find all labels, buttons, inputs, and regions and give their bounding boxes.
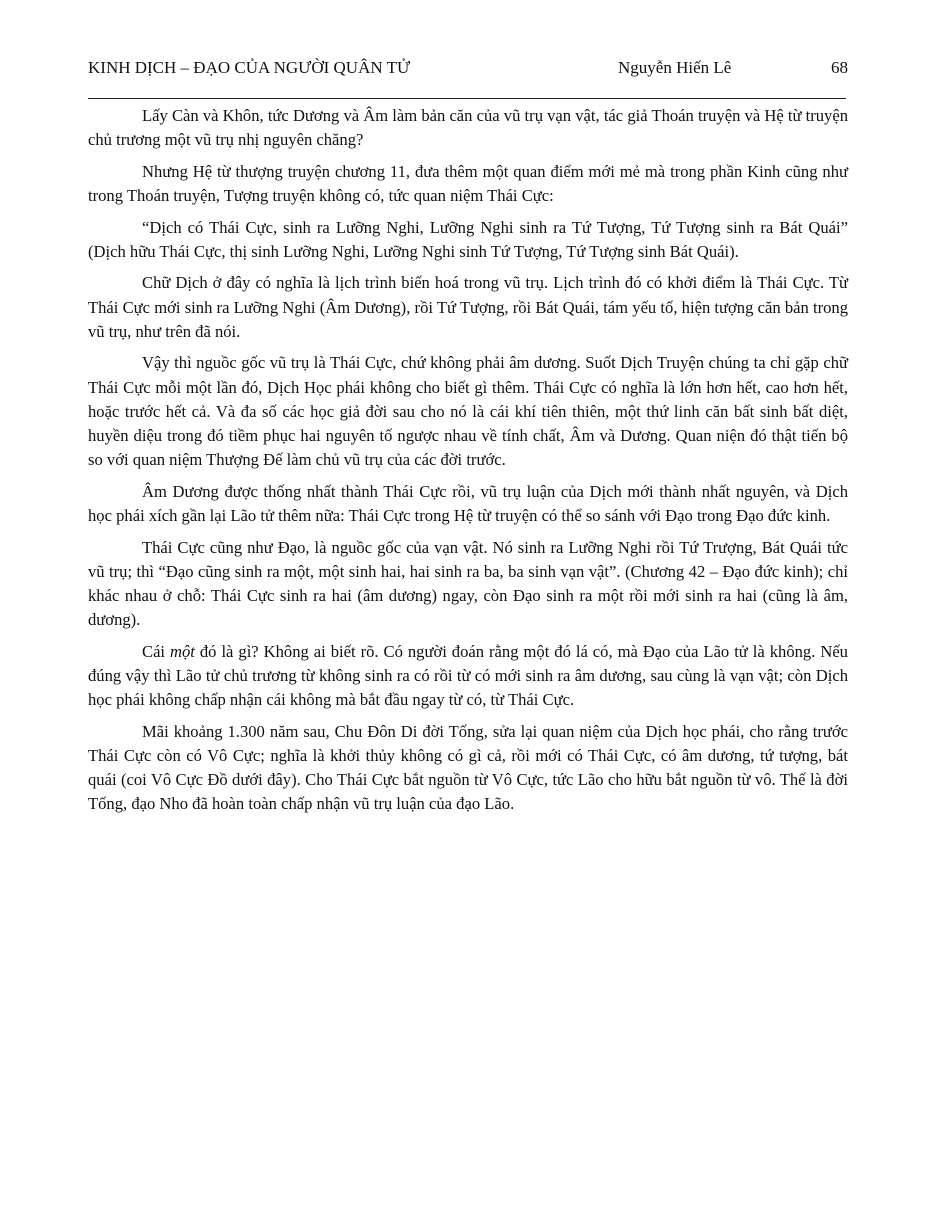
author-name: Nguyễn Hiến Lê xyxy=(618,58,732,77)
italic-word: một xyxy=(170,641,195,661)
page-number: 68 xyxy=(831,58,848,77)
paragraph-rest: đó là gì? Không ai biết rõ. Có người đoán rằng một đó lá có, mà Đạo của Lão tử là không. Nếu đúng vậy thì Lão tử chủ trương từ không sinh ra có rồi từ có mới sinh ra âm dương, sau cùng là vạn vật; còn Dịch học phái không chấp nhận cái không mà bắt đầu ngay từ có, từ Thái Cực. xyxy=(88,641,848,710)
paragraph: Mãi khoảng 1.300 năm sau, Chu Đôn Di đời Tống, sửa lại quan niệm của Dịch học phái, cho rằng trước Thái Cực còn có Vô Cực; nghĩa là khởi thủy không có gì cả, rồi mới có Thái Cực, có âm dương, tứ tượng, bát quái (coi Vô Cực Đồ dưới đây). Cho Thái Cực bắt nguồn từ Vô Cực, tức Lão cho hữu bắt nguồn từ vô. Thế là đời Tống, đạo Nho đã hoàn toàn chấp nhận vũ trụ luận của đạo Lão. xyxy=(88,721,848,814)
paragraph-lead: Cái xyxy=(142,641,171,661)
paragraph: Lấy Càn và Khôn, tức Dương và Âm làm bản căn của vũ trụ vạn vật, tác giả Thoán truyện và Hệ từ truyện chủ trương một vũ trụ nhị nguyên chăng? xyxy=(88,106,848,150)
paragraph xyxy=(88,640,848,713)
body-text xyxy=(88,104,848,824)
page-header xyxy=(88,57,848,81)
paragraph: Nhưng Hệ từ thượng truyện chương 11, đưa thêm một quan điểm mới mẻ mà trong phần Kinh cũng như trong Thoán truyện, Tượng truyện không có, tức quan niệm Thái Cực: xyxy=(88,161,848,205)
paragraph: Thái Cực cũng như Đạo, là nguồc gốc của vạn vật. Nó sinh ra Lưỡng Nghi rồi Tứ Trượng, Bát Quái tức vũ trụ; thì “Đạo cũng sinh ra một, một sinh hai, hai sinh ra ba, ba sinh vạn vật”. (Chương 42 – Đạo đức kinh); chỉ khác nhau ở chỗ: Thái Cực sinh ra hai (âm dương) ngay, còn Đạo sinh ra một rồi mới sinh ra hai (cũng là âm, dương). xyxy=(88,537,848,630)
paragraph: Âm Dương được thống nhất thành Thái Cực rồi, vũ trụ luận của Dịch mới thành nhất nguyên, và Dịch học phái xích gần lại Lão tử thêm nữa: Thái Cực trong Hệ từ truyện có thể so sánh với Đạo trong Đạo đức kinh. xyxy=(88,481,848,525)
paragraph: Vậy thì nguồc gốc vũ trụ là Thái Cực, chứ không phải âm dương. Suốt Dịch Truyện chúng ta chỉ gặp chữ Thái Cực mỗi một lần đó, Dịch Học phái không cho biết gì thêm. Thái Cực có nghĩa là lớn hơn hết, cao hơn hết, hoặc trước hết cả. Và đa số các học giả đời sau cho nó là cái khí tiên thiên, một thứ linh căn bất sinh bất diệt, huyền diệu trong đó tiềm phục hai nguyên tố ngược nhau về tính chất, Âm và Dương. Quan niện đó thật tiến bộ so với quan niệm Thượng Đế làm chủ vũ trụ của các đời trước. xyxy=(88,353,848,470)
running-title: KINH DỊCH – ĐẠO CỦA NGƯỜI QUÂN TỬ xyxy=(88,58,411,77)
quote-paragraph: “Dịch có Thái Cực, sinh ra Lưỡng Nghi, Lưỡng Nghi sinh ra Tứ Tượng, Tứ Tượng sinh ra Bát Quái” (Dịch hữu Thái Cực, thị sinh Lưỡng Nghi, Lưỡng Nghi sinh Tứ Tượng, Tứ Tượng sinh Bát Quái). xyxy=(88,217,848,261)
paragraph: Chữ Dịch ở đây có nghĩa là lịch trình biến hoá trong vũ trụ. Lịch trình đó có khởi điểm là Thái Cực. Từ Thái Cực mới sinh ra Lưỡng Nghi (Âm Dương), rồi Tứ Tượng, rồi Bát Quái, tám yếu tố, hiện tượng căn bản trong vũ trụ, như trên đã nói. xyxy=(88,273,848,341)
header-rule xyxy=(88,98,846,99)
